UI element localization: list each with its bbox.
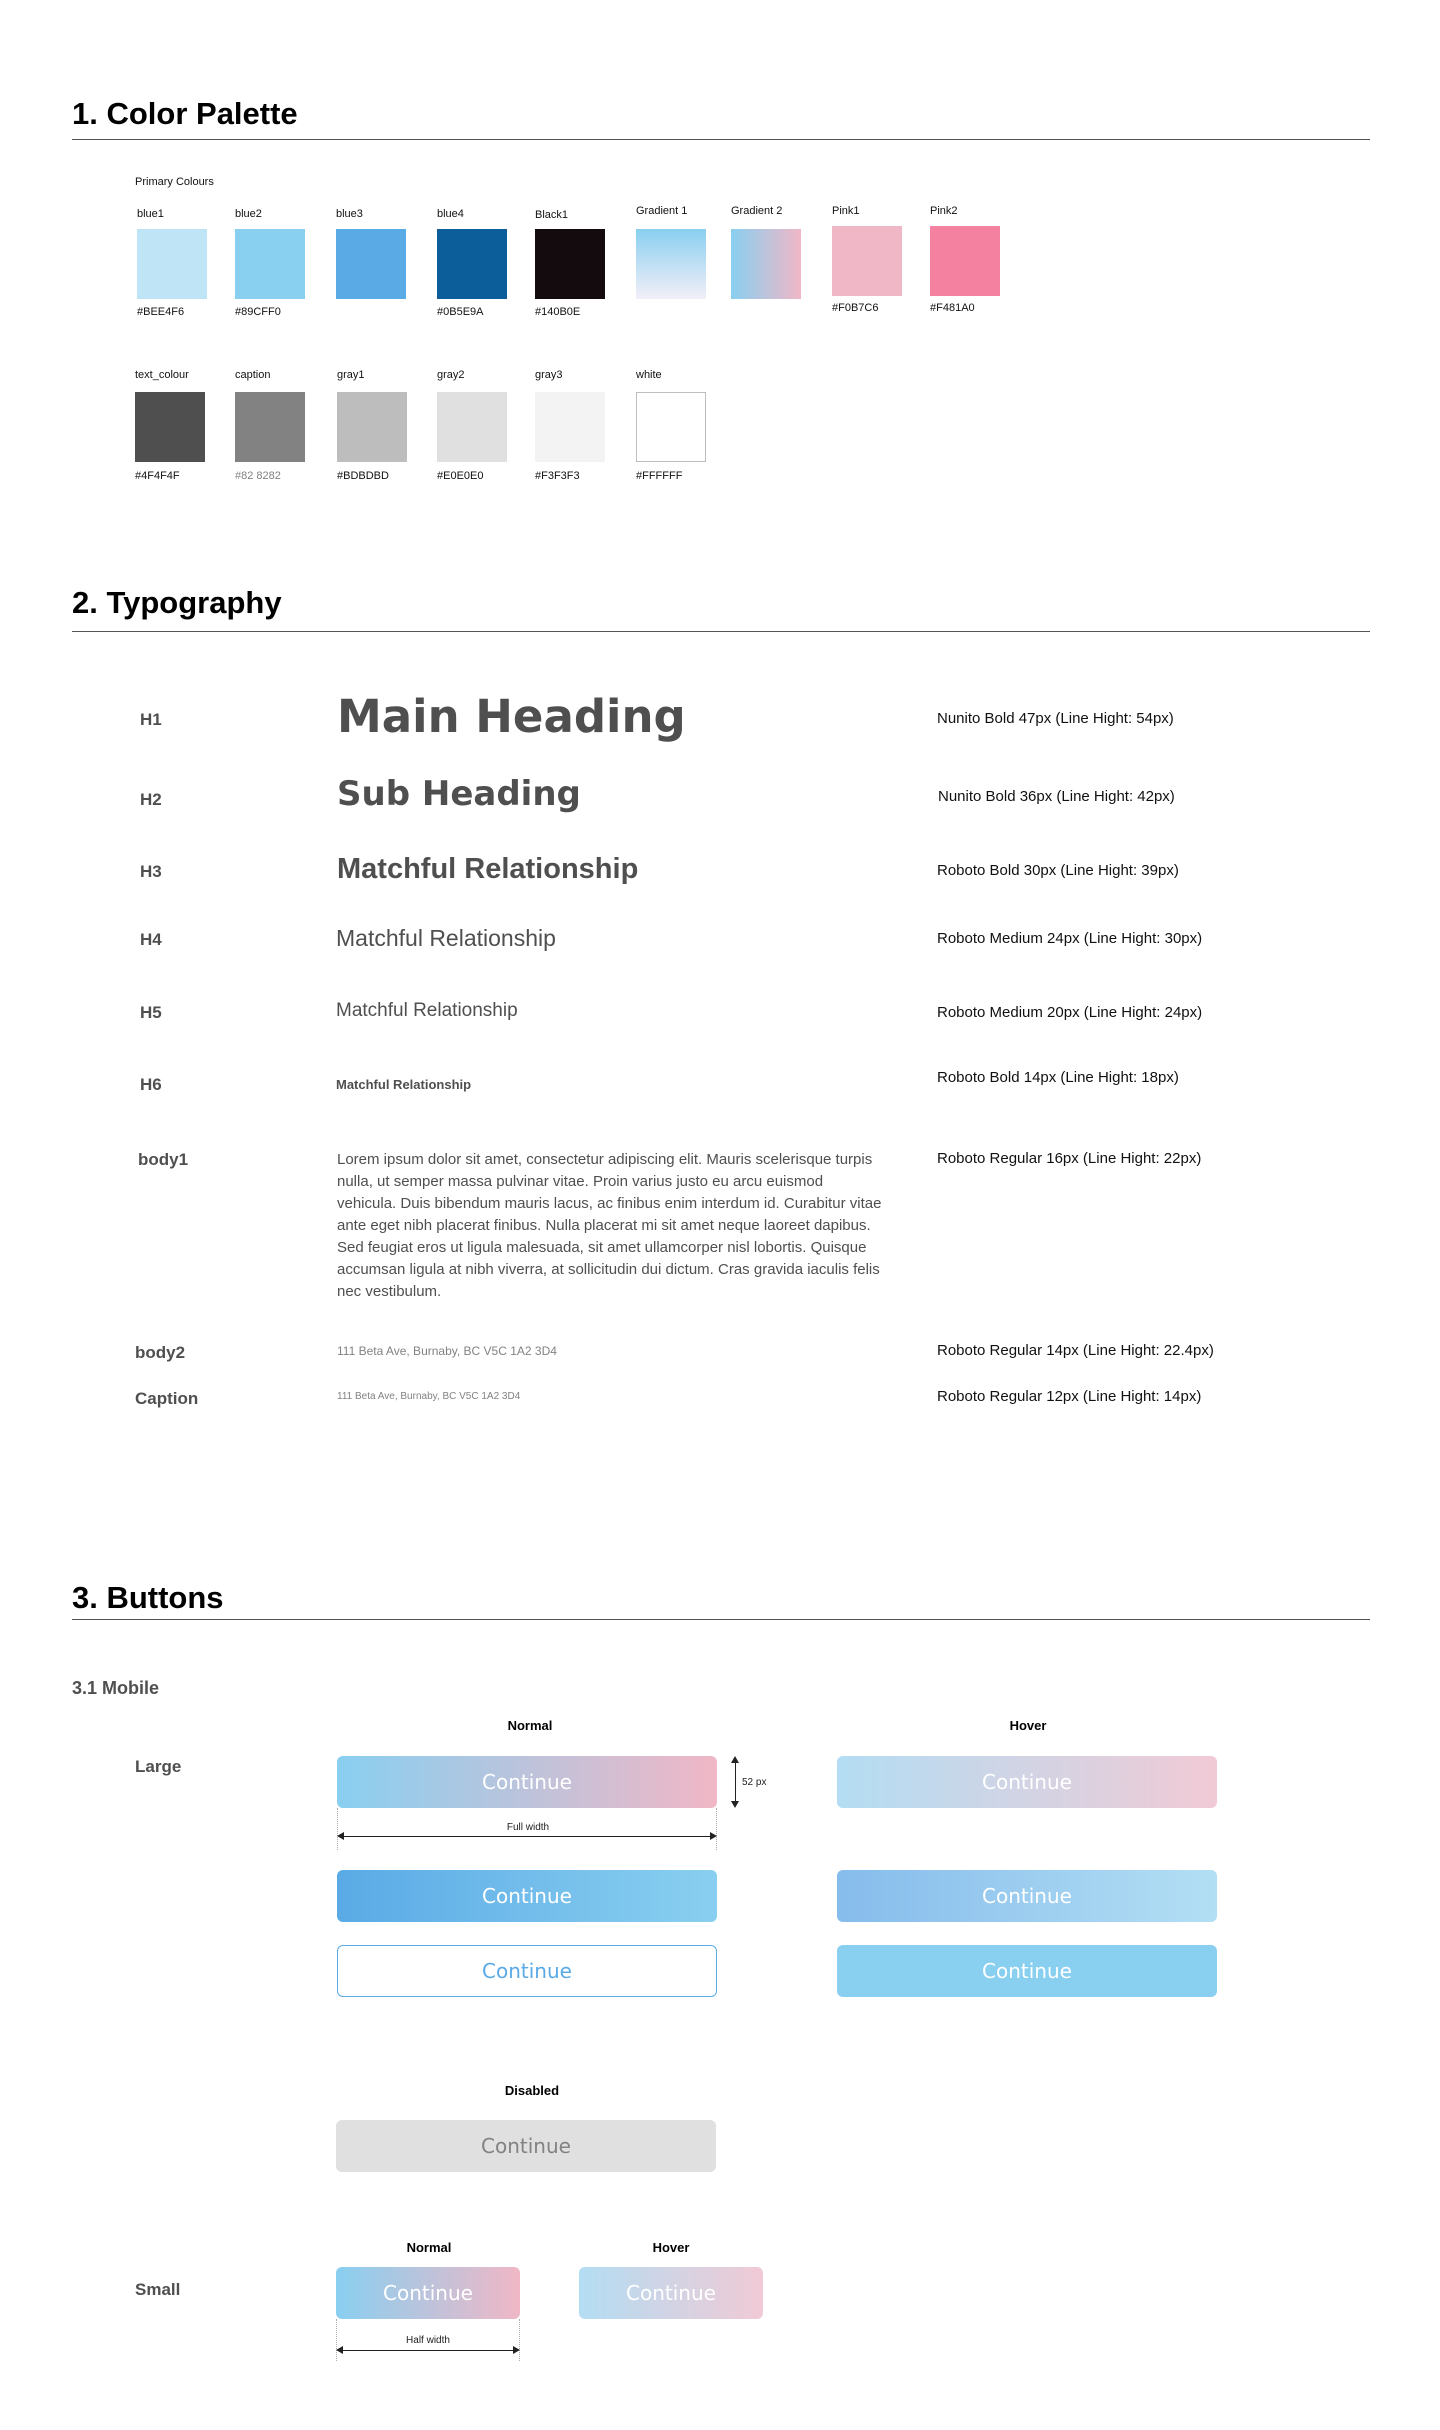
color-swatch (337, 392, 407, 462)
color-swatch (731, 229, 801, 299)
h2-sample: Sub Heading (337, 774, 581, 814)
caption-spec: Roboto Regular 12px (Line Hight: 14px) (937, 1388, 1202, 1405)
swatch-name: Pink1 (832, 205, 860, 217)
swatch-hex: #0B5E9A (437, 306, 484, 318)
swatch-hex: #BEE4F6 (137, 306, 185, 318)
swatch-hex: #4F4F4F (135, 470, 180, 482)
hover-header: Hover (1009, 1718, 1047, 1733)
large-gradient-hover-button[interactable]: Continue (837, 1756, 1217, 1808)
swatch-name: Black1 (535, 209, 569, 221)
half-width-note: Half width (406, 2335, 450, 2346)
arrow-up-icon (731, 1756, 739, 1763)
color-swatch (336, 229, 406, 299)
full-width-guide-left (337, 1808, 338, 1850)
body1-key: body1 (138, 1150, 189, 1169)
h1-sample: Main Heading (337, 690, 686, 743)
swatch-name: blue3 (336, 208, 363, 220)
swatch-hex: #F481A0 (930, 302, 975, 314)
h1-spec: Nunito Bold 47px (Line Hight: 54px) (937, 710, 1174, 727)
large-blue-button[interactable]: Continue (337, 1870, 717, 1922)
color-swatch (832, 226, 902, 296)
swatch-hex: #E0E0E0 (437, 470, 484, 482)
disabled-header: Disabled (504, 2083, 560, 2098)
small-normal-header: Normal (406, 2240, 452, 2255)
height-note: 52 px (742, 1777, 767, 1788)
height-indicator-line (735, 1758, 736, 1806)
full-width-note: Full width (506, 1822, 550, 1833)
full-width-guide-right (716, 1808, 717, 1850)
swatch-hex: #82 8282 (235, 470, 281, 482)
swatch-name: blue4 (437, 208, 464, 220)
color-swatch (636, 392, 706, 462)
swatch-hex: #140B0E (535, 306, 581, 318)
swatch-hex: #FFFFFF (636, 470, 683, 482)
swatch-name: Pink2 (930, 205, 958, 217)
full-width-line (340, 1836, 714, 1837)
small-label: Small (135, 2280, 181, 2299)
large-disabled-button: Continue (336, 2120, 716, 2172)
color-swatch (636, 229, 706, 299)
h6-sample: Matchful Relationship (336, 1077, 472, 1092)
h2-spec: Nunito Bold 36px (Line Hight: 42px) (938, 788, 1175, 805)
large-label: Large (135, 1757, 182, 1776)
h3-key: H3 (140, 862, 162, 881)
arrow-left-icon (336, 2346, 343, 2354)
half-width-guide-right (519, 2319, 520, 2361)
half-width-line (339, 2350, 517, 2351)
h6-key: H6 (140, 1075, 162, 1094)
swatch-name: white (636, 369, 662, 381)
palette-title: 1. Color Palette (72, 96, 298, 131)
large-outline-hover-button[interactable]: Continue (837, 1945, 1217, 1997)
large-outline-button[interactable]: Continue (337, 1945, 717, 1997)
color-swatch (437, 392, 507, 462)
mobile-subtitle: 3.1 Mobile (72, 1678, 160, 1698)
swatch-name: blue1 (137, 208, 164, 220)
small-gradient-button[interactable]: Continue (336, 2267, 520, 2319)
swatch-hex: #F0B7C6 (832, 302, 879, 314)
color-swatch (135, 392, 205, 462)
swatch-name: caption (235, 369, 271, 381)
swatch-hex: #F3F3F3 (535, 470, 580, 482)
swatch-hex: #BDBDBD (337, 470, 389, 482)
h6-spec: Roboto Bold 14px (Line Hight: 18px) (937, 1069, 1179, 1086)
h5-spec: Roboto Medium 20px (Line Hight: 24px) (937, 1004, 1203, 1021)
h4-sample: Matchful Relationship (336, 925, 556, 951)
color-swatch (535, 229, 605, 299)
color-swatch (437, 229, 507, 299)
caption-sample: 111 Beta Ave, Burnaby, BC V5C 1A2 3D4 (337, 1391, 521, 1402)
palette-divider (72, 139, 1370, 140)
body1-sample: Lorem ipsum dolor sit amet, consectetur adipiscing elit. Mauris scelerisque turpis nulla, ut semper massa pulvinar vitae. Proin varius justo eu arcu euismod vehicula. Duis bibendum mauris lacus, ac finibus enim interdum id. Curabitur vitae ante eget nibh placerat finibus. Nulla placerat mi sit amet neque laoreet dapibus. Sed feugiat eros ut ligula malesuada, sit amet ullamcorper nisl lobortis. Quisque accumsan ligula at nibh viverra, at sollicitudin dui dictum. Cras gravida iaculis felis nec vestibulum. (337, 1151, 882, 1300)
swatch-name: text_colour (135, 369, 189, 381)
swatch-name: blue2 (235, 208, 262, 220)
swatch-hex: #89CFF0 (235, 306, 281, 318)
swatch-name: gray3 (535, 369, 563, 381)
body2-sample: 111 Beta Ave, Burnaby, BC V5C 1A2 3D4 (337, 1344, 557, 1358)
small-gradient-hover-button[interactable]: Continue (579, 2267, 763, 2319)
buttons-divider (72, 1619, 1370, 1620)
buttons-title: 3. Buttons (72, 1580, 224, 1615)
h5-key: H5 (140, 1003, 162, 1022)
typography-divider (72, 631, 1370, 632)
color-swatch (235, 392, 305, 462)
swatch-name: Gradient 1 (636, 205, 688, 217)
h5-sample: Matchful Relationship (336, 1000, 518, 1021)
h4-key: H4 (140, 930, 162, 949)
color-swatch (137, 229, 207, 299)
body2-key: body2 (135, 1343, 186, 1362)
body1-spec: Roboto Regular 16px (Line Hight: 22px) (937, 1150, 1202, 1167)
h1-key: H1 (140, 710, 162, 729)
large-gradient-button[interactable]: Continue (337, 1756, 717, 1808)
swatch-name: gray1 (337, 369, 365, 381)
h3-spec: Roboto Bold 30px (Line Hight: 39px) (937, 862, 1179, 879)
large-blue-hover-button[interactable]: Continue (837, 1870, 1217, 1922)
caption-key: Caption (135, 1389, 199, 1408)
typography-title: 2. Typography (72, 585, 282, 620)
arrow-right-icon (513, 2346, 520, 2354)
body2-spec: Roboto Regular 14px (Line Hight: 22.4px) (937, 1342, 1214, 1359)
arrow-left-icon (337, 1832, 344, 1840)
half-width-guide-left (336, 2319, 337, 2361)
color-swatch (535, 392, 605, 462)
color-swatch (235, 229, 305, 299)
arrow-right-icon (710, 1832, 717, 1840)
h3-sample: Matchful Relationship (337, 853, 639, 885)
swatch-name: Gradient 2 (731, 205, 783, 217)
palette-subtitle: Primary Colours (135, 176, 214, 188)
normal-header: Normal (507, 1718, 553, 1733)
arrow-down-icon (731, 1801, 739, 1808)
small-hover-header: Hover (652, 2240, 690, 2255)
h2-key: H2 (140, 790, 162, 809)
color-swatch (930, 226, 1000, 296)
swatch-name: gray2 (437, 369, 465, 381)
h4-spec: Roboto Medium 24px (Line Hight: 30px) (937, 930, 1203, 947)
